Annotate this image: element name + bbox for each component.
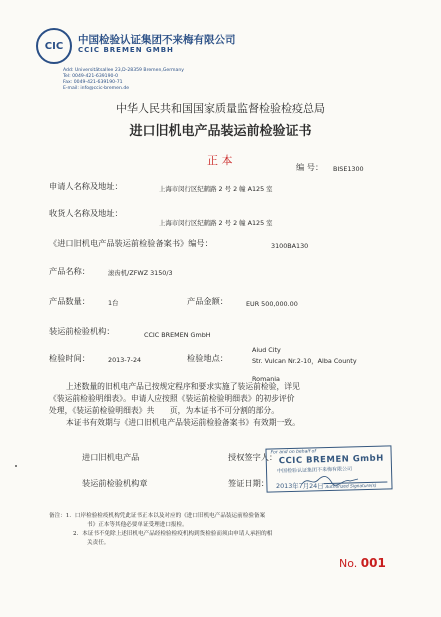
- note-line-1: 备注：1．口岸检验检疫机构凭此证书正本以及对应的《进口旧机电产品装运前检验备案: [49, 513, 266, 519]
- applicant-label: 申请人名称及地址：: [49, 181, 123, 191]
- stamp-company-cn: 中国检验认证集团不来梅有限公司: [276, 466, 353, 475]
- issue-date-value: 2013年7月24日: [276, 482, 324, 490]
- consignee-label: 收货人名称及地址：: [49, 208, 123, 218]
- logo-text: CIC: [44, 40, 64, 52]
- agency-label: 装运前检验机构：: [49, 326, 115, 336]
- agency-value: CCIC BREMEN GmbH: [144, 331, 211, 339]
- stamp-top-text: For and on behalf of: [270, 449, 317, 456]
- amount-label: 产品金额：: [187, 296, 228, 306]
- product-seal-label: 进口旧机电产品: [82, 452, 140, 462]
- original-copy-mark: 正 本: [207, 154, 233, 167]
- note-line-4: 关责任。: [87, 540, 110, 546]
- org-fax: Fax: 0049-421-639190-71: [63, 80, 123, 85]
- org-email: E-mail: info@ccic-bremen.de: [63, 86, 130, 91]
- quantity-value: 1台: [108, 299, 119, 307]
- inspection-place-label: 检验地点：: [187, 353, 228, 363]
- inspection-date-label: 检验时间：: [49, 353, 90, 363]
- scan-speck: [15, 465, 17, 467]
- statement-line-3: 处理，《装运前检验明细表》共 页，为本证书不可分割的部分。: [49, 406, 280, 415]
- note-line-3: 2．本证书不免除上述旧机电产品经检验检疫机构到货检验而须由申请人承担的相: [73, 531, 273, 537]
- handwritten-signature: [300, 474, 360, 488]
- stamp-company-name: CCIC BREMEN GmbH: [278, 453, 384, 467]
- issue-date-label: 签证日期：: [228, 478, 269, 488]
- consignee-value: 上海市闵行区纪鹤路 2 号 2 幢 A125 室: [159, 219, 273, 227]
- amount-value: EUR 500,000.00: [246, 300, 298, 308]
- serial-value: 001: [360, 556, 386, 570]
- inspection-date-value: 2013-7-24: [108, 356, 142, 364]
- certificate-title: 进口旧机电产品装运前检验证书: [129, 124, 312, 139]
- cert-number-label: 编 号：: [296, 162, 324, 172]
- product-name-label: 产品名称：: [49, 266, 90, 276]
- place-line-2: Str. Vulcan Nr.2-10，Alba County: [252, 357, 357, 365]
- org-name-cn: 中国检验认证集团不来梅有限公司: [78, 34, 236, 46]
- serial-label: No.: [339, 557, 358, 570]
- quantity-label: 产品数量：: [49, 296, 90, 306]
- org-address: Add: Universitätsallee 23,D-28359 Bremen,Germany: [63, 68, 184, 73]
- statement-line-2: 《装运前检验明细表》。申请人应按照《装运前检验明细表》的初步评价: [49, 394, 295, 403]
- filing-number-value: 3100BA130: [271, 242, 309, 250]
- product-name-value: 滚齿机/ZFWZ 3150/3: [108, 269, 173, 277]
- stamp-bottom-text: Authorized Signature(s): [325, 483, 377, 491]
- ccic-logo: [36, 28, 72, 64]
- serial-number: [339, 556, 386, 570]
- applicant-value: 上海市闵行区纪鹤路 2 号 2 幢 A125 室: [159, 185, 273, 193]
- place-line-3: Romania: [252, 375, 280, 383]
- org-tel: Tel: 0049-421-639190-0: [63, 74, 119, 79]
- org-name-en: CCIC BREMEN GMBH: [78, 46, 174, 54]
- place-line-1: Aiud City: [252, 346, 281, 354]
- cert-number-value: BISE1300: [333, 165, 364, 173]
- agency-seal-label: 装运前检验机构章: [82, 478, 148, 488]
- statement-line-1: 上述数量的旧机电产品已按规定程序和要求实施了装运前检验，详见: [66, 382, 300, 391]
- authorized-signer-label: 授权签字人：: [228, 452, 278, 462]
- authority-title: 中华人民共和国国家质量监督检验检疫总局: [116, 102, 325, 115]
- validity-statement: 本证书有效期与《进口旧机电产品装运前检验备案书》有效期一致。: [66, 418, 300, 427]
- filing-number-label: 《进口旧机电产品装运前检验备案书》编号：: [49, 238, 213, 248]
- note-line-2: 书》正本等其他必要单证受理进口报检。: [87, 522, 188, 528]
